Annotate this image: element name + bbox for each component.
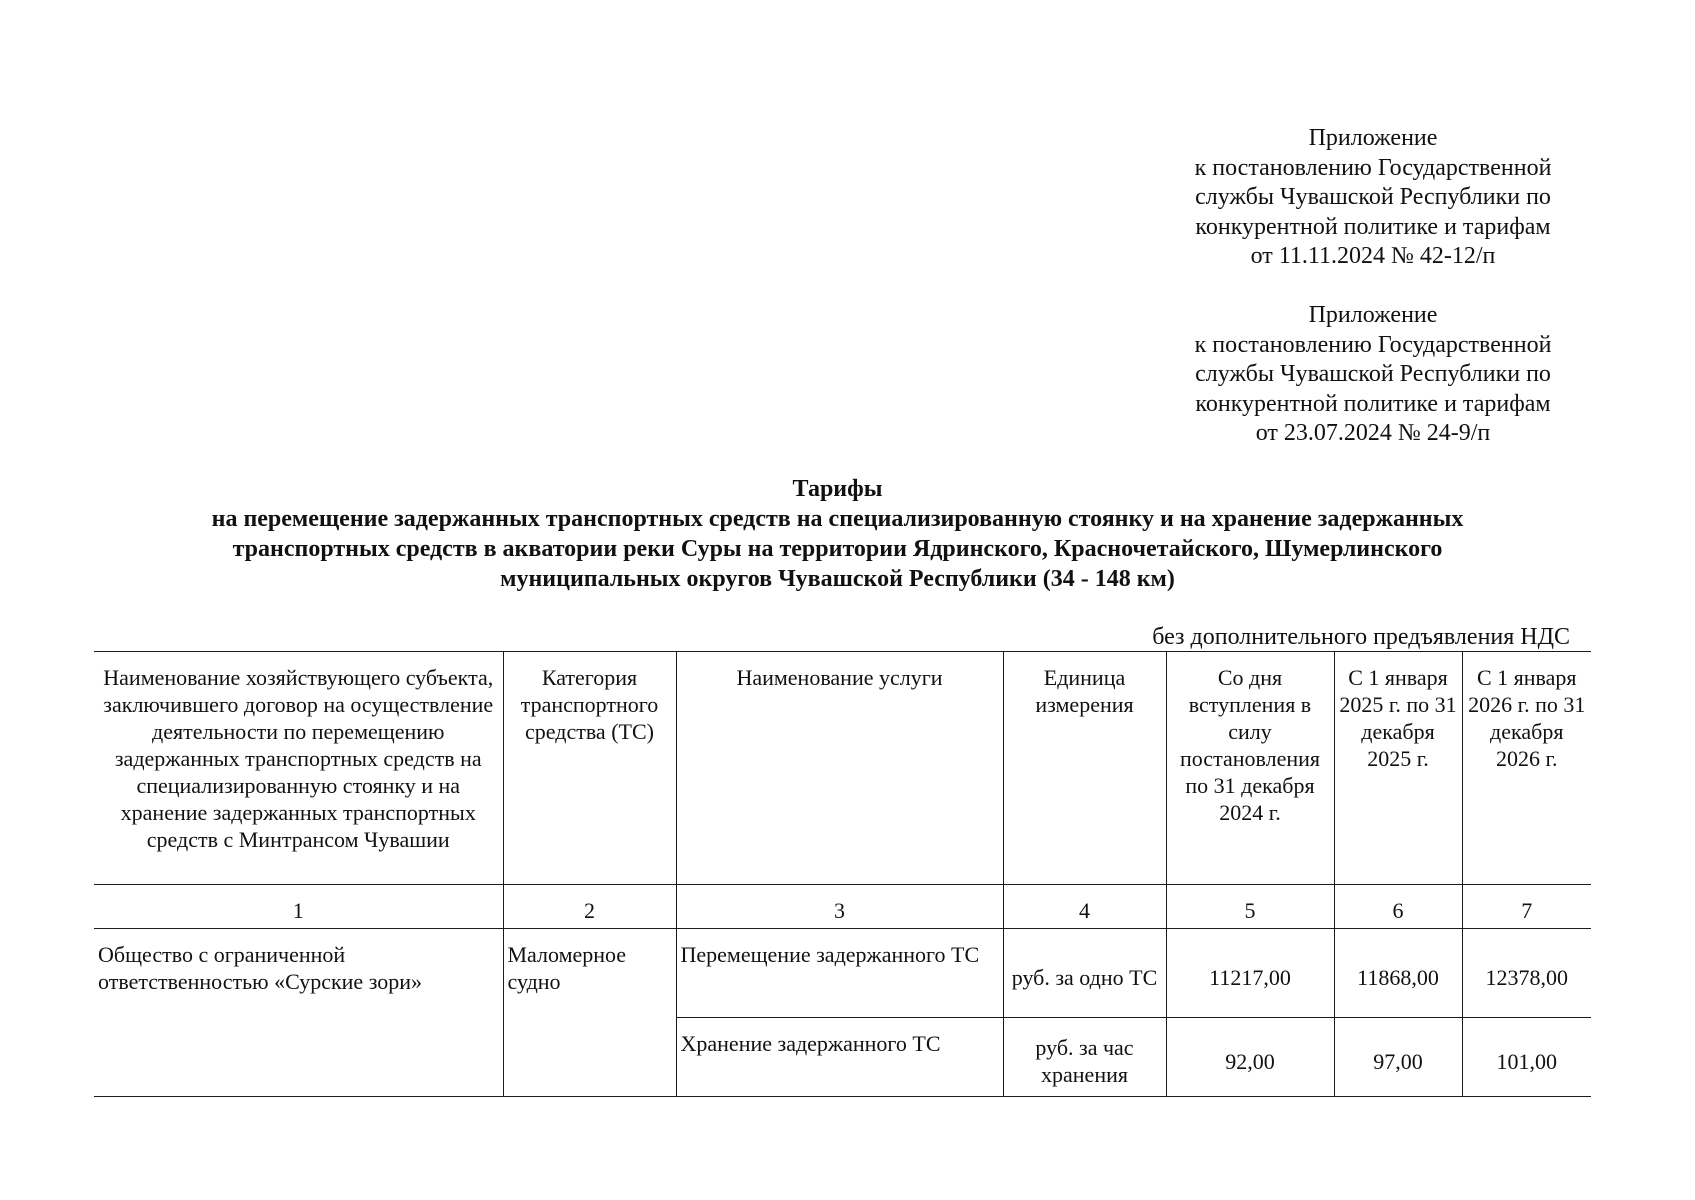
document-title [140,474,1535,594]
annex-block-current [1158,124,1588,272]
tariff-table [94,651,1591,1097]
vat-note: без дополнительного предъявления НДС [1152,624,1570,650]
annex-line: от 23.07.2024 № 24-9/п [1255,420,1491,446]
tariff-2024-cell: 11217,00 [1166,929,1334,1018]
annex-line: службы Чувашской Республики по [1195,184,1551,210]
table-row [94,929,1591,1018]
tariff-2025-cell: 97,00 [1334,1018,1462,1097]
service-cell: Перемещение задержанного ТС [676,929,1003,1018]
column-number: 1 [94,885,503,929]
table-header-row [94,652,1591,885]
company-cell: Общество с ограниченной ответственностью «Сурские зори» [94,929,503,1097]
column-number: 4 [1003,885,1166,929]
title-line: на перемещение задержанных транспортных средств на специализированную стоянку и на хранение задержанных [211,506,1464,532]
header-period-2026: С 1 января 2026 г. по 31 декабря 2026 г. [1462,652,1591,885]
column-number: 5 [1166,885,1334,929]
annex-line: Приложение [1308,302,1438,328]
column-number: 7 [1462,885,1591,929]
tariff-2024-cell: 92,00 [1166,1018,1334,1097]
title-line: транспортных средств в акватории реки Суры на территории Ядринского, Красночетайского, Шумерлинского [232,536,1443,562]
annex-line: конкурентной политике и тарифам [1195,390,1551,417]
annex-line: к постановлению Государственной [1194,331,1552,358]
header-category: Категория транспортного средства (ТС) [503,652,676,885]
header-company: Наименование хозяйствующего субъекта, заключившего договор на осуществление деятельности по перемещению задержанных транспортных средств на специализированную стоянку и на хранение задержанных транспортных средств с Минтрансом Чувашии [94,652,503,885]
annex-line: Приложение [1308,125,1438,151]
column-number-row [94,885,1591,929]
title-heading: Тарифы [792,476,883,502]
service-cell: Хранение задержанного ТС [676,1018,1003,1097]
category-cell: Маломерное судно [503,929,676,1097]
annex-line: конкурентной политике и тарифам [1195,213,1551,240]
header-unit: Единица измерения [1003,652,1166,885]
header-service: Наименование услуги [676,652,1003,885]
header-period-2024: Со дня вступления в силу постановления по 31 декабря 2024 г. [1166,652,1334,885]
annex-line: службы Чувашской Республики по [1195,361,1551,387]
tariff-2025-cell: 11868,00 [1334,929,1462,1018]
header-period-2025: С 1 января 2025 г. по 31 декабря 2025 г. [1334,652,1462,885]
column-number: 3 [676,885,1003,929]
unit-cell: руб. за час хранения [1003,1018,1166,1097]
column-number: 6 [1334,885,1462,929]
column-number: 2 [503,885,676,929]
tariff-2026-cell: 12378,00 [1462,929,1591,1018]
title-line: муниципальных округов Чувашской Республики (34 - 148 км) [500,566,1175,592]
unit-cell: руб. за одно ТС [1003,929,1166,1018]
annex-block-original [1158,301,1588,449]
tariff-2026-cell: 101,00 [1462,1018,1591,1097]
annex-line: от 11.11.2024 № 42-12/п [1250,243,1496,269]
annex-line: к постановлению Государственной [1194,154,1552,181]
